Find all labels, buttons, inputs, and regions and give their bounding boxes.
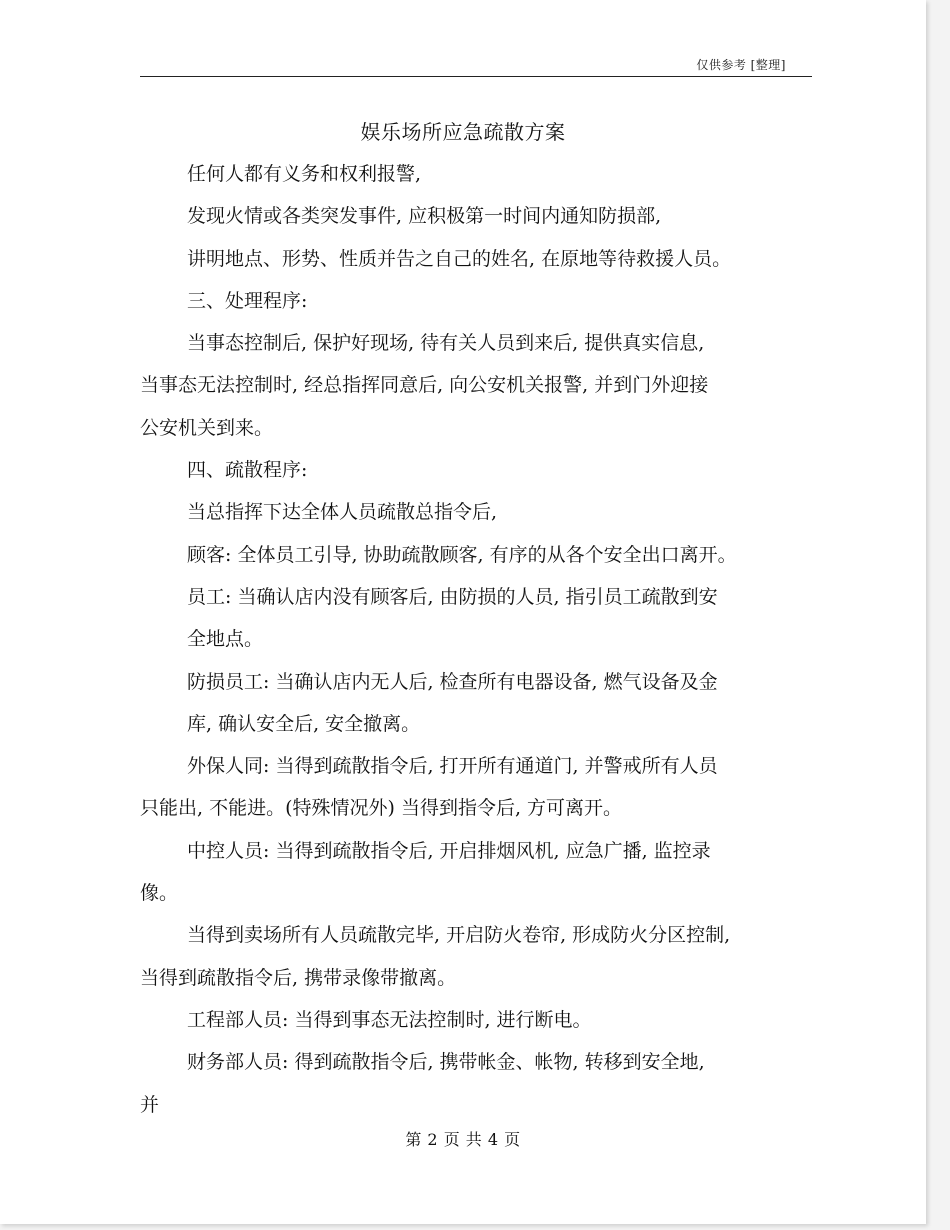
document-body bbox=[140, 153, 812, 1126]
body-line: 当事态无法控制时, 经总指挥同意后, 向公安机关报警, 并到门外迎接 bbox=[140, 374, 709, 397]
section-heading: 四、疏散程序: bbox=[187, 459, 308, 482]
body-line: 讲明地点、形势、性质并告之自己的姓名, 在原地等待救援人员。 bbox=[187, 247, 732, 270]
body-line: 工程部人员: 当得到事态无法控制时, 进行断电。 bbox=[187, 1008, 592, 1031]
body-line: 员工: 当确认店内没有顾客后, 由防损的人员, 指引员工疏散到安 bbox=[187, 585, 718, 608]
body-line: 并 bbox=[140, 1093, 160, 1116]
body-line: 全地点。 bbox=[187, 628, 264, 651]
body-line: 顾客: 全体员工引导, 协助疏散顾客, 有序的从各个安全出口离开。 bbox=[187, 543, 737, 566]
body-line: 中控人员: 当得到疏散指令后, 开启排烟风机, 应急广播, 监控录 bbox=[187, 839, 711, 862]
body-line: 当事态控制后, 保护好现场, 待有关人员到来后, 提供真实信息, bbox=[187, 332, 705, 355]
body-line: 像。 bbox=[140, 882, 179, 905]
body-line: 发现火情或各类突发事件, 应积极第一时间内通知防损部, bbox=[187, 205, 662, 228]
body-line: 当得到卖场所有人员疏散完毕, 开启防火卷帘, 形成防火分区控制, bbox=[187, 924, 731, 947]
body-line: 外保人同: 当得到疏散指令后, 打开所有通道门, 并警戒所有人员 bbox=[187, 755, 718, 778]
body-line: 当得到疏散指令后, 携带录像带撤离。 bbox=[140, 966, 457, 989]
body-line: 公安机关到来。 bbox=[140, 416, 274, 439]
body-line: 任何人都有义务和权利报警, bbox=[187, 163, 422, 185]
body-line: 当总指挥下达全体人员疏散总指令后, bbox=[187, 501, 498, 524]
section-heading: 三、处理程序: bbox=[187, 289, 308, 312]
body-line: 库, 确认安全后, 安全撤离。 bbox=[187, 712, 421, 735]
header-rule bbox=[140, 76, 812, 77]
header-note: 仅供参考 [整理] bbox=[696, 58, 786, 72]
page-number: 第 2 页 共 4 页 bbox=[405, 1130, 521, 1149]
body-line: 只能出, 不能进。(特殊情况外) 当得到指令后, 方可离开。 bbox=[140, 797, 623, 820]
body-line: 防损员工: 当确认店内无人后, 检查所有电器设备, 燃气设备及金 bbox=[187, 670, 718, 693]
document-title: 娱乐场所应急疏散方案 bbox=[360, 120, 566, 144]
body-line: 财务部人员: 得到疏散指令后, 携带帐金、帐物, 转移到安全地, bbox=[187, 1051, 705, 1074]
